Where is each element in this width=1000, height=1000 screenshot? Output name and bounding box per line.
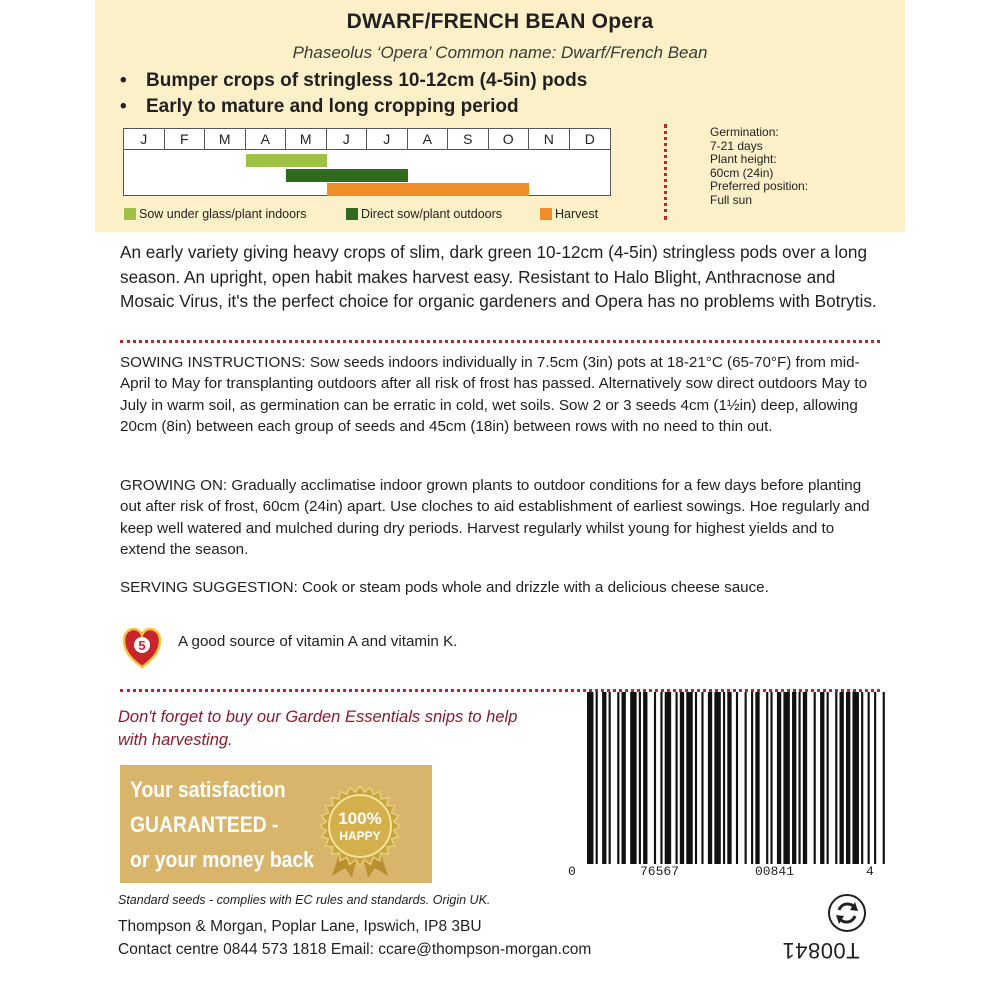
barcode-bar bbox=[766, 692, 768, 864]
barcode-bar bbox=[602, 692, 606, 864]
barcode-digits: 00841 bbox=[755, 864, 795, 879]
guarantee-line-3: or your money back bbox=[130, 847, 314, 872]
barcode-bar bbox=[617, 692, 619, 864]
germination-label: Germination: bbox=[710, 125, 779, 139]
barcode-bar bbox=[708, 692, 712, 864]
legend-swatch bbox=[540, 208, 552, 220]
barcode-bar bbox=[736, 692, 738, 864]
barcode-bar bbox=[777, 692, 781, 864]
legend-sow-indoors bbox=[124, 207, 306, 221]
position-value: Full sun bbox=[710, 192, 753, 207]
happy-seal-icon bbox=[312, 782, 408, 878]
position-label: Preferred position: bbox=[710, 179, 809, 194]
feature-text: Bumper crops of stringless 10-12cm (4-5in) pods bbox=[146, 70, 588, 91]
barcode-bar bbox=[745, 692, 747, 864]
calendar-bar-sow-indoors bbox=[246, 154, 327, 167]
month-cell: S bbox=[448, 129, 489, 149]
barcode-digit: 4 bbox=[866, 864, 874, 879]
month-cell: O bbox=[489, 129, 530, 149]
recycle-icon bbox=[826, 892, 868, 934]
legend-label: Sow under glass/plant indoors bbox=[139, 207, 307, 221]
legend-harvest bbox=[540, 207, 598, 221]
barcode-icon bbox=[587, 692, 887, 864]
month-cell: D bbox=[584, 131, 595, 147]
barcode-bar bbox=[622, 692, 626, 864]
description: An early variety giving heavy crops of slim, dark green 10-12cm (4-5in) stringless pods over a long season. An upright, open habit makes harvest easy. Resistant to Halo Blight, Anthracnose and Mosaic Virus, it's the perfect choice for organic gardeners and Opera has no problems with Botrytis. bbox=[120, 242, 877, 311]
barcode-bar bbox=[861, 692, 863, 864]
seal-percent: 100% bbox=[338, 809, 382, 828]
contact-line: Contact centre 0844 573 1818 Email: ccare@thompson-morgan.com bbox=[118, 941, 592, 958]
barcode-bar bbox=[643, 692, 647, 864]
calendar-bar-harvest bbox=[327, 183, 530, 196]
month-cell: N bbox=[529, 129, 570, 149]
barcode-bar bbox=[835, 692, 837, 864]
barcode-bar bbox=[803, 692, 807, 864]
barcode-bar bbox=[868, 692, 870, 864]
legend-swatch bbox=[346, 208, 358, 220]
barcode-bar bbox=[701, 692, 703, 864]
badge-number: 5 bbox=[138, 638, 146, 653]
month-cell: M bbox=[205, 129, 246, 149]
month-cell: F bbox=[165, 129, 206, 149]
guarantee-line-2: GUARANTEED - bbox=[130, 812, 279, 837]
barcode-bar bbox=[755, 692, 759, 864]
barcode-bar bbox=[814, 692, 816, 864]
barcode-bar bbox=[686, 692, 692, 864]
barcode-bar bbox=[723, 692, 725, 864]
month-cell: J bbox=[124, 129, 165, 149]
barcode-bar bbox=[792, 692, 796, 864]
standard-note: Standard seeds - complies with EC rules and standards. Origin UK. bbox=[118, 893, 491, 907]
legend-direct-sow bbox=[346, 207, 502, 221]
barcode-bar bbox=[783, 692, 789, 864]
barcode-bar bbox=[714, 692, 720, 864]
serving-suggestion: SERVING SUGGESTION: Cook or steam pods whole and drizzle with a delicious cheese sauce. bbox=[120, 579, 769, 596]
barcode-bar bbox=[665, 692, 671, 864]
barcode-bar bbox=[609, 692, 611, 864]
growing-info bbox=[710, 126, 900, 208]
barcode-bar bbox=[820, 692, 824, 864]
barcode-bar bbox=[874, 692, 876, 864]
barcode-bar bbox=[751, 692, 753, 864]
barcode-bar bbox=[727, 692, 731, 864]
month-cell: J bbox=[367, 129, 408, 149]
five-a-day-badge-icon bbox=[122, 627, 162, 669]
legend-swatch bbox=[124, 208, 136, 220]
latin-name: Phaseolus ‘Opera’ Common name: Dwarf/French Bean bbox=[292, 43, 708, 62]
guarantee-line-1: Your satisfaction bbox=[130, 777, 286, 802]
barcode-bar bbox=[639, 692, 641, 864]
barcode-bar bbox=[675, 692, 677, 864]
dotted-separator bbox=[120, 340, 880, 343]
barcode-bar bbox=[654, 692, 656, 864]
product-title: DWARF/FRENCH BEAN Opera bbox=[346, 10, 654, 33]
barcode-bar bbox=[660, 692, 662, 864]
germination-value: 7-21 days bbox=[710, 138, 763, 153]
barcode-bar bbox=[587, 692, 593, 864]
feature-text: Early to mature and long cropping period bbox=[146, 96, 519, 117]
seal-happy: HAPPY bbox=[339, 829, 381, 843]
month-cell: J bbox=[327, 129, 368, 149]
height-label: Plant height: bbox=[710, 152, 777, 167]
barcode-bar bbox=[695, 692, 697, 864]
dotted-divider bbox=[664, 124, 667, 220]
sowing-calendar bbox=[123, 128, 611, 196]
barcode-bar bbox=[596, 692, 598, 864]
barcode-bar bbox=[827, 692, 829, 864]
barcode-bar bbox=[846, 692, 850, 864]
growing-on: GROWING ON: Gradually acclimatise indoor grown plants to outdoor conditions for a few days before planting out after risk of frost, 60cm (24in) apart. Use cloches to aid establishment of earliest sowings. Hoe regularly and keep well watered and mulched during dry periods. Harvest regularly whilst young for highest yields and to extend the season. bbox=[120, 477, 870, 559]
height-value: 60cm (24in) bbox=[710, 165, 774, 180]
barcode-bar bbox=[883, 692, 885, 864]
barcode-bar bbox=[840, 692, 844, 864]
legend-label: Direct sow/plant outdoors bbox=[361, 207, 503, 221]
sowing-instructions: SOWING INSTRUCTIONS: Sow seeds indoors individually in 7.5cm (3in) pots at 18-21°C (65-70°F) from mid-April to May for transplanting outdoors after all risk of frost has passed. Alternatively sow direct outdoors May to July in warm soil, as germination can be erratic in cold, wet soils. Sow 2 or 3 seeds 4cm (1½in) deep, allowing 20cm (8in) between each group of seeds and 45cm (18in) between rows with no need to thin out. bbox=[120, 354, 868, 436]
product-code: T00841 bbox=[782, 938, 860, 963]
month-cell: A bbox=[246, 129, 287, 149]
legend-label: Harvest bbox=[555, 207, 599, 221]
month-cell: M bbox=[286, 129, 327, 149]
barcode-digit: 0 bbox=[568, 864, 576, 879]
barcode-digits: 76567 bbox=[640, 864, 680, 879]
barcode-bar bbox=[799, 692, 801, 864]
barcode-bar bbox=[770, 692, 772, 864]
feature-bullet: • Bumper crops of stringless 10-12cm (4-5in) pods bbox=[120, 70, 588, 91]
feature-bullet: • Early to mature and long cropping period bbox=[120, 96, 519, 117]
calendar-bar-direct-sow bbox=[286, 169, 408, 182]
barcode-bar bbox=[680, 692, 684, 864]
month-cell: A bbox=[408, 129, 449, 149]
vitamin-note: A good source of vitamin A and vitamin K. bbox=[178, 633, 458, 650]
barcode-bar bbox=[630, 692, 636, 864]
barcode-bar bbox=[852, 692, 858, 864]
company-address: Thompson & Morgan, Poplar Lane, Ipswich, IP8 3BU bbox=[118, 918, 482, 935]
calendar-divider bbox=[124, 149, 610, 150]
snips-reminder: Don't forget to buy our Garden Essentials snips to help with harvesting. bbox=[118, 708, 518, 749]
